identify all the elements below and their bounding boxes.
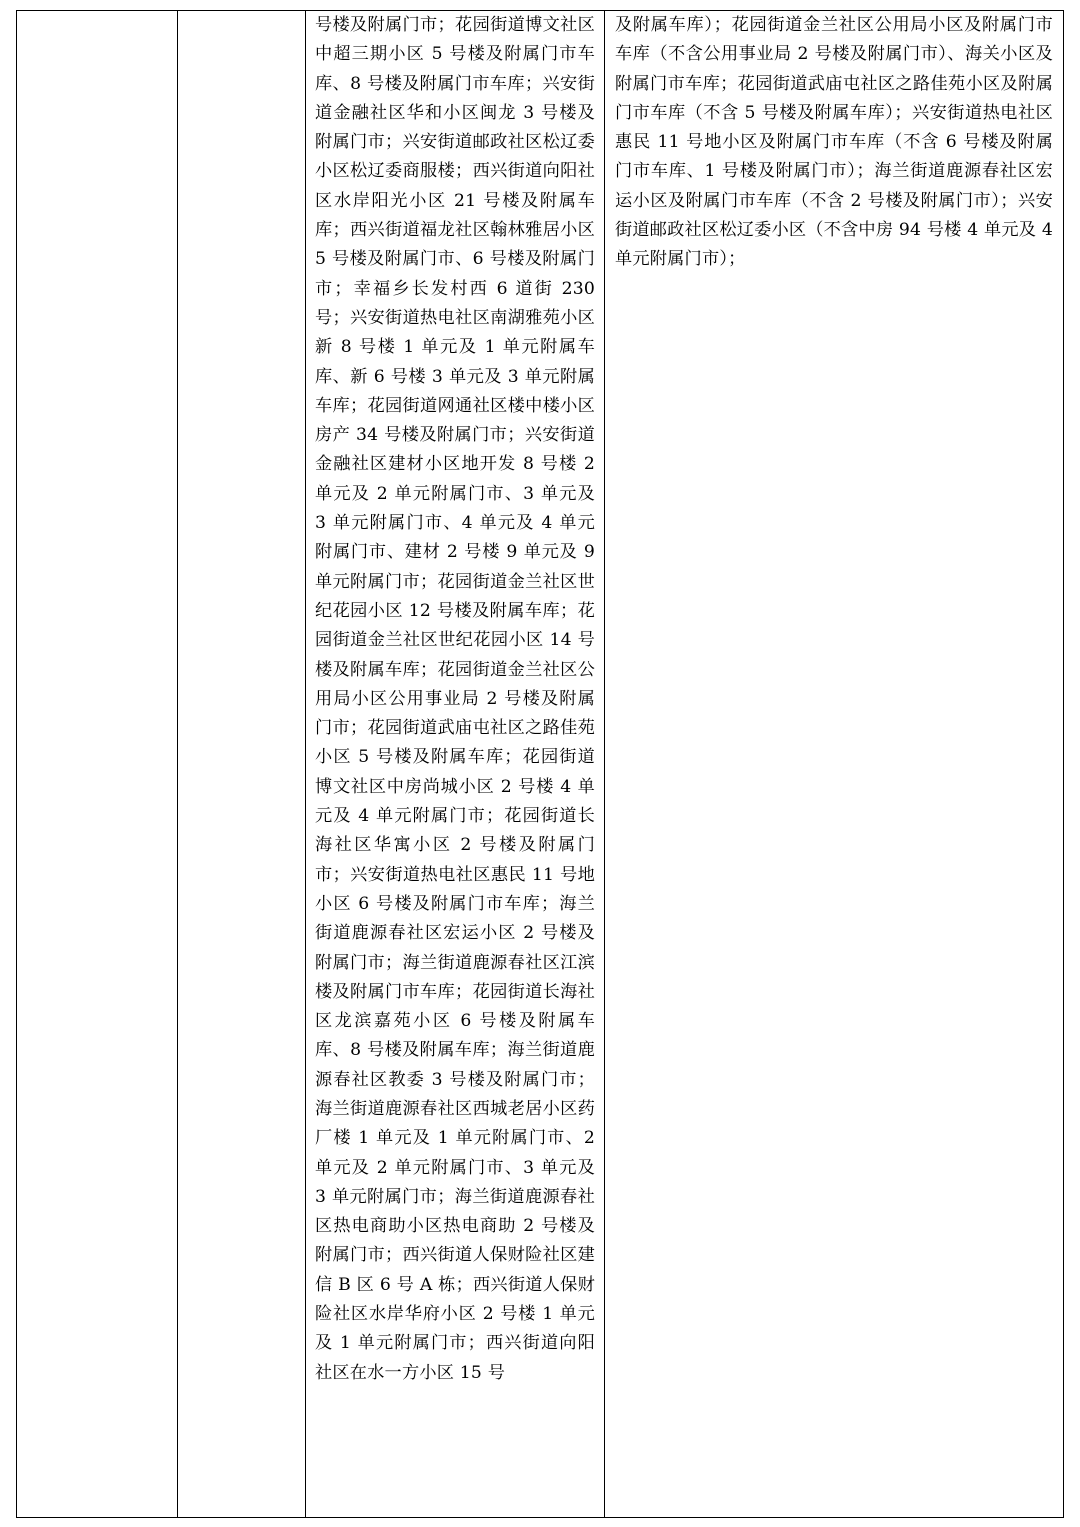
table-row <box>17 11 1064 1518</box>
data-table <box>16 10 1064 1518</box>
table-cell-col2 <box>178 11 306 1518</box>
cell-text-col3: 号楼及附属门市；花园街道博文社区中超三期小区 5 号楼及附属门市车库、8 号楼及附属门市车库；兴安街道金融社区华和小区闽龙 3 号楼及附属门市；兴安街道邮政社区松辽委小区松辽委商服楼；西兴街道向阳社区水岸阳光小区 21 号楼及附属车库；西兴街道福龙社区翰林雅居小区 5 号楼及附属门市、6 号楼及附属门市；幸福乡长发村西 6 道街 230 号；兴安街道热电社区南湖雅苑小区新 8 号楼 1 单元及 1 单元附属车库、新 6 号楼 3 单元及 3 单元附属车库；花园街道网通社区楼中楼小区房产 34 号楼及附属门市；兴安街道金融社区建材小区地开发 8 号楼 2 单元及 2 单元附属门市、3 单元及 3 单元附属门市、4 单元及 4 单元附属门市、建材 2 号楼 9 单元及 9 单元附属门市；花园街道金兰社区世纪花园小区 12 号楼及附属车库；花园街道金兰社区世纪花园小区 14 号楼及附属车库；花园街道金兰社区公用局小区公用事业局 2 号楼及附属门市；花园街道武庙屯社区之路佳苑小区 5 号楼及附属车库；花园街道博文社区中房尚城小区 2 号楼 4 单元及 4 单元附属门市；花园街道长海社区华寓小区 2 号楼及附属门市；兴安街道热电社区惠民 11 号地小区 6 号楼及附属门市车库；海兰街道鹿源春社区宏运小区 2 号楼及附属门市；海兰街道鹿源春社区江滨楼及附属门市车库；花园街道长海社区龙滨嘉苑小区 6 号楼及附属车库、8 号楼及附属车库；海兰街道鹿源春社区教委 3 号楼及附属门市；海兰街道鹿源春社区西城老居小区药厂楼 1 单元及 1 单元附属门市、2 单元及 2 单元附属门市、3 单元及 3 单元附属门市；海兰街道鹿源春社区热电商助小区热电商助 2 号楼及附属门市；西兴街道人保财险社区建信 B 区 6 号 A 栋；西兴街道人保财险社区水岸华府小区 2 号楼 1 单元及 1 单元附属门市；西兴街道向阳社区在水一方小区 15 号 <box>315 15 595 1383</box>
table-cell-col4 <box>605 11 1064 1518</box>
table-cell-col1 <box>17 11 178 1518</box>
cell-text-col4: 及附属车库）；花园街道金兰社区公用局小区及附属门市车库（不含公用事业局 2 号楼及附属门市）、海关小区及附属门市车库；花园街道武庙屯社区之路佳苑小区及附属门市车库（不含 5 号楼及附属车库）；兴安街道热电社区惠民 11 号地小区及附属门市车库（不含 6 号楼及附属门市车库、1 号楼及附属门市）；海兰街道鹿源春社区宏运小区及附属门市车库（不含 2 号楼及附属门市）；兴安街道邮政社区松辽委小区（不含中房 94 号楼 4 单元及 4 单元附属门市）； <box>615 15 1053 270</box>
table-cell-col3 <box>306 11 605 1518</box>
